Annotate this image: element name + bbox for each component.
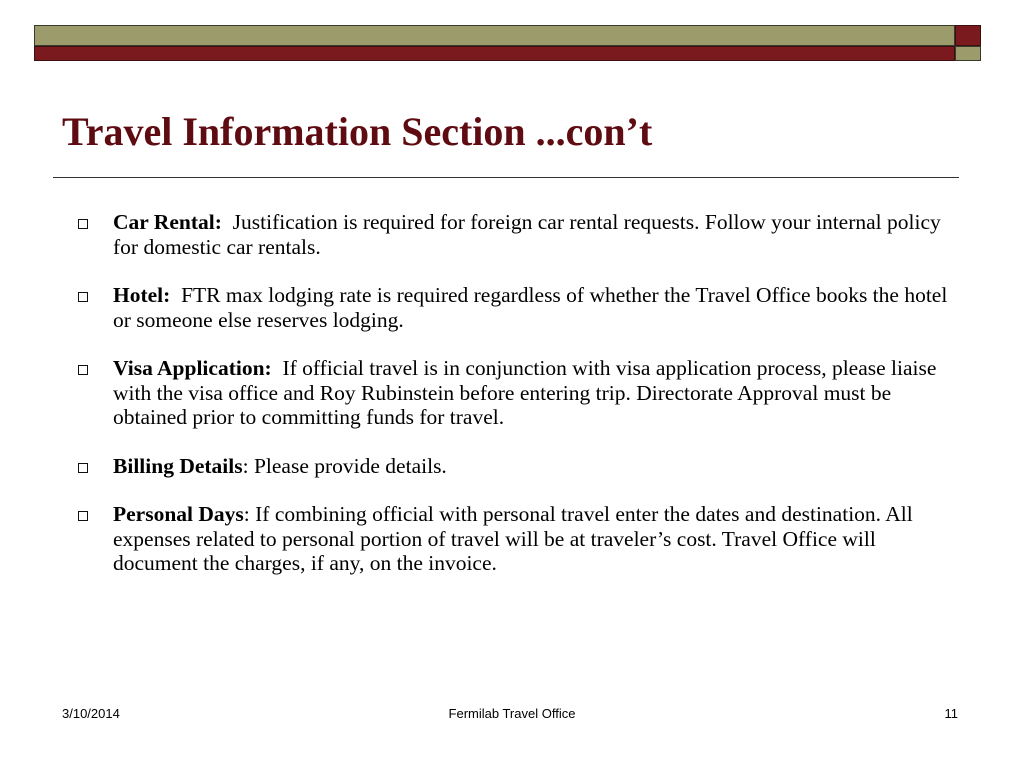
hollow-square-bullet-icon xyxy=(78,219,88,229)
item-label: Visa Application: xyxy=(113,356,272,380)
bullet-list xyxy=(74,210,964,600)
hollow-square-bullet-icon xyxy=(78,365,88,375)
list-item-personal-days xyxy=(74,502,964,576)
hollow-square-bullet-icon xyxy=(78,511,88,521)
item-text: If official travel is in conjunction with visa application process, please liaise with the visa office and Roy Rubinstein before entering trip. Directorate Approval must be obtained prior to committing funds for travel. xyxy=(113,356,937,429)
list-item-hotel xyxy=(74,283,964,332)
footer-title: Fermilab Travel Office xyxy=(448,706,576,721)
item-text: FTR max lodging rate is required regardless of whether the Travel Office books the hotel or someone else reserves lodging. xyxy=(113,283,948,332)
list-item-car-rental xyxy=(74,210,964,259)
item-separator xyxy=(272,356,283,380)
item-label: Personal Days xyxy=(113,502,244,526)
hollow-square-bullet-icon xyxy=(78,292,88,302)
item-label: Car Rental: xyxy=(113,210,222,234)
footer-page-number: 11 xyxy=(944,706,958,721)
title-divider xyxy=(53,177,959,178)
header-maroon-square xyxy=(955,25,981,46)
header-olive-bar xyxy=(34,25,955,46)
footer-date: 3/10/2014 xyxy=(62,706,120,721)
item-label: Billing Details xyxy=(113,453,243,478)
header-maroon-bar xyxy=(34,46,955,61)
item-text: : Please provide details. xyxy=(242,453,447,478)
list-item-billing-details xyxy=(74,454,964,479)
slide-title: Travel Information Section ...con’t xyxy=(62,109,653,154)
item-separator xyxy=(222,210,233,234)
item-text: : If combining official with personal travel enter the dates and destination. All expenses related to personal portion of travel will be at traveler’s cost. Travel Office will document the charges, if any, on the invoice. xyxy=(113,502,913,575)
list-item-visa-application xyxy=(74,356,964,430)
item-separator xyxy=(170,283,181,307)
item-label: Hotel: xyxy=(113,283,171,307)
hollow-square-bullet-icon xyxy=(78,463,88,473)
header-olive-square xyxy=(955,46,981,61)
item-text: Justification is required for foreign car rental requests. Follow your internal policy for domestic car rentals. xyxy=(113,210,941,259)
